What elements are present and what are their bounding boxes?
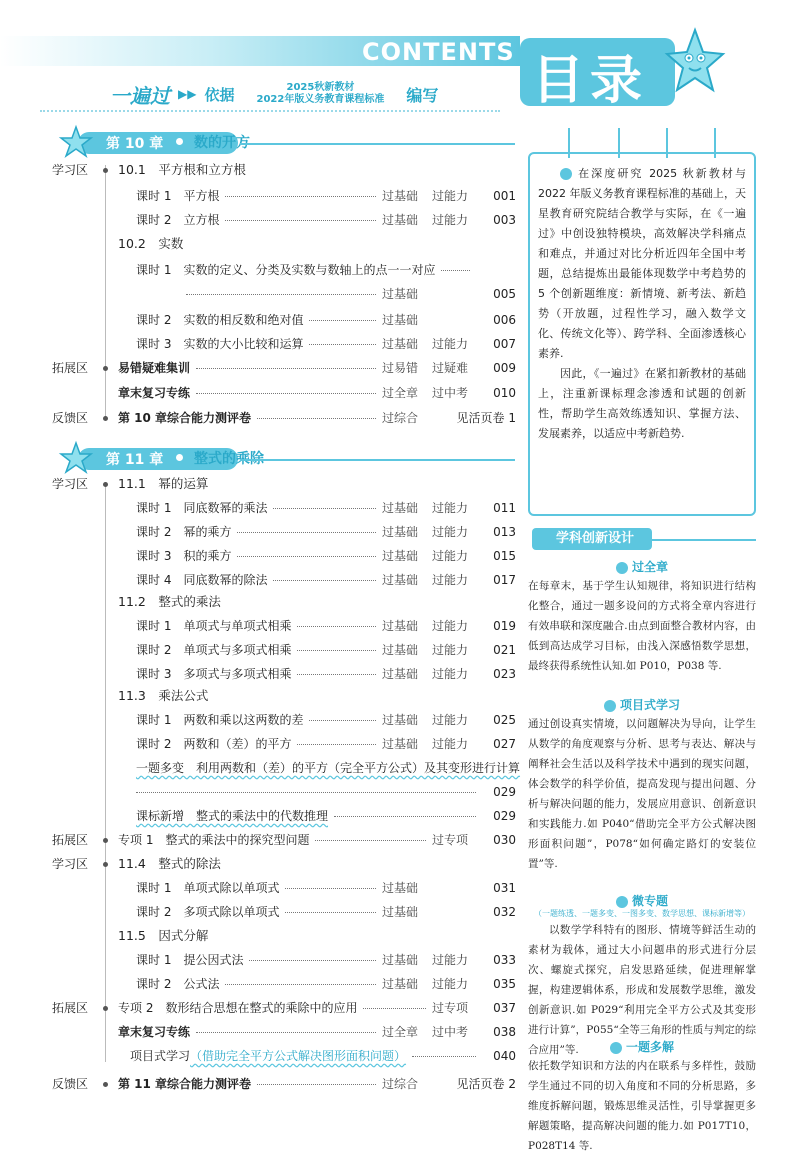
topic-entry[interactable] [118,830,516,850]
page-number: 006 [493,313,516,327]
lesson-label: 课标新增 整式的乘法中的代数推理 [136,809,329,823]
zone-bullet [103,862,108,867]
review-entry[interactable] [118,1022,516,1042]
feature-title [528,1038,756,1055]
lesson-entry[interactable] [136,570,516,590]
level-tag: 过基础 [382,549,419,563]
page-number: 007 [493,337,516,351]
level-tag: 过基础 [382,977,419,991]
level-tag: 过能力 [432,619,469,633]
page-number: 030 [493,833,516,847]
zone-label: 拓展区 [52,833,89,847]
page-number: 011 [493,501,516,515]
chapter-number: 第 10 章 [106,136,164,152]
dot-leader [257,418,376,419]
page-number: 023 [493,667,516,681]
level-tag: 过基础 [382,213,419,227]
lesson-entry[interactable] [118,408,516,428]
page-number: 038 [493,1025,516,1039]
star-badge-icon [616,562,628,574]
page-number: 033 [493,953,516,967]
zone-label: 学习区 [52,477,89,491]
dot-leader [237,556,376,557]
lesson-entry[interactable] [136,734,516,754]
feature-title [528,696,756,713]
dot-leader [297,744,376,745]
dot-leader [225,220,376,221]
chapter-10-header [60,130,515,156]
zone-bullet [103,168,108,173]
lesson-label: 课时 2 立方根 [136,213,220,227]
dot-leader [136,792,476,793]
lesson-entry[interactable] [136,522,516,542]
dot-leader [273,508,376,509]
page-number: 见活页卷 1 [456,411,516,425]
dot-leader [297,626,376,627]
level-tag: 过能力 [432,501,469,515]
dot-leader [309,344,376,345]
lesson-label: 第 10 章综合能力测评卷 [118,411,252,425]
page-number: 029 [493,785,516,799]
level-tag: 过基础 [382,287,419,301]
section-title: 11.4 整式的除法 [118,856,221,871]
intro-paragraph [538,164,746,364]
dot-leader [196,393,376,394]
page-number: 037 [493,1001,516,1015]
lesson-label: 课时 1 两数和乘以这两数的差 [136,713,304,727]
chapter-title: 整式的乘除 [194,451,264,467]
toc-row [0,160,520,180]
lesson-label: 课时 3 多项式与多项式相乘 [136,667,292,681]
dot-leader [237,532,376,533]
dot-leader [297,674,376,675]
level-tag: 过疑难 [432,361,469,375]
chapter-number: 第 11 章 [106,452,164,468]
lesson-entry[interactable] [136,640,516,660]
intro-paragraph: 因此，《一遍过》在紧扣新教材的基础上，注重新课标理念渗透和试题的创新性，帮助学生高效练透知识、掌握方法、发展素养，以适应中考新趋势. [538,367,746,440]
level-tag: 过能力 [432,643,469,657]
brand-name: 一遍过 [110,83,170,108]
lesson-label: 课时 3 实数的大小比较和运算 [136,337,304,351]
section-title: 11.2 整式的乘法 [118,594,221,609]
level-tag: 过基础 [382,713,419,727]
toc-row [0,854,520,874]
zone-bullet [103,482,108,487]
dot-leader [196,1032,376,1033]
lesson-label: 课时 1 实数的定义、分类及实数与数轴上的点一一对应 [136,263,436,277]
intro-box [528,152,756,516]
feature-text: 通过创设真实情境，以问题解决为导向，让学生从数学的角度观察与分析、思考与表达、解决与阐释社会生活以及科学技术中遇到的现实问题，体会数学的科学价值，提高发现与提出问题、分析与解决问题的能力，发展应用意识、创新意识和实践能力.如 P040“借助完全平方公式解决图形面积问题”，P078“如何确定路灯的安装位置”等. [528,718,756,870]
dot-leader [285,888,376,889]
page-number: 017 [493,573,516,587]
star-badge-icon [604,700,616,712]
dot-leader [441,270,470,271]
lesson-label: 课时 3 积的乘方 [136,549,232,563]
level-tag: 过中考 [432,1025,469,1039]
dot-leader [309,720,376,721]
feature-title-text: 项目式学习 [619,698,680,712]
lesson-label: 课时 1 单项式除以单项式 [136,881,280,895]
star-icon [60,126,92,158]
lesson-entry[interactable] [118,383,516,403]
lesson-entry[interactable] [136,210,516,230]
zone-label: 反馈区 [52,411,89,425]
section-title: 11.1 幂的运算 [118,476,209,491]
page-number: 015 [493,549,516,563]
section-title: 11.5 因式分解 [118,928,209,943]
level-tag: 过综合 [382,411,419,425]
page-number: 032 [493,905,516,919]
level-tag: 过基础 [382,905,419,919]
lesson-label: 一题多变 利用两数和（差）的平方（完全平方公式）及其变形进行计算 [136,761,521,775]
feature-title-text: 一题多解 [625,1040,674,1054]
page-number: 025 [493,713,516,727]
chapter-title: 数的开方 [194,135,250,151]
standard-line1: 2025秋新教材 [286,82,355,93]
dot-leader [257,1084,376,1085]
dot-leader [273,580,376,581]
level-tag: 过能力 [432,667,469,681]
page-number: 031 [493,881,516,895]
tag-rule [652,539,756,541]
section-title: 10.2 实数 [118,236,184,251]
dot-leader [363,1008,426,1009]
toc-timeline [105,482,106,1062]
zone-label: 学习区 [52,163,89,177]
feature-title [528,892,756,909]
page-number: 001 [493,189,516,203]
lesson-entry[interactable] [136,974,516,994]
feature-title-text: 微专题 [631,894,668,908]
lesson-entry-continued[interactable] [186,284,516,304]
level-tag: 过综合 [382,1077,419,1091]
level-tag: 过能力 [432,525,469,539]
level-tag: 过基础 [382,619,419,633]
level-tag: 过基础 [382,881,419,895]
level-tag: 过能力 [432,953,469,967]
section-title: 10.1 平方根和立方根 [118,162,246,177]
topic-entry[interactable] [118,998,516,1018]
project-entry[interactable] [130,1046,516,1066]
chapter-dot [176,138,183,145]
level-tag: 过能力 [432,737,469,751]
level-tag: 过基础 [382,737,419,751]
level-tag: 过专项 [432,1001,469,1015]
zone-bullet [103,1006,108,1011]
page-number: 013 [493,525,516,539]
page-number: 029 [493,809,516,823]
level-tag: 过易错 [382,361,419,375]
lesson-label: 专项 2 数形结合思想在整式的乘除中的应用 [118,1001,358,1015]
chapter-rule [240,459,515,461]
lesson-label: 章末复习专练 [118,386,191,400]
lesson-entry[interactable] [136,616,516,636]
contents-label: CONTENTS [362,38,515,66]
lesson-entry[interactable] [136,950,516,970]
lesson-label: 课时 1 平方根 [136,189,220,203]
lesson-label: 课时 2 两数和（差）的平方 [136,737,292,751]
page-number: 035 [493,977,516,991]
multi-variant-entry[interactable] [136,758,521,778]
page-number: 005 [493,287,516,301]
page-number: 003 [493,213,516,227]
dot-leader [225,196,376,197]
lesson-entry[interactable] [118,358,516,378]
dot-leader [315,840,426,841]
toc-timeline [105,165,106,420]
level-tag: 过中考 [432,386,469,400]
level-tag: 过能力 [432,549,469,563]
lesson-entry[interactable] [136,902,516,922]
zone-label: 学习区 [52,857,89,871]
dot-leader [334,816,476,817]
level-tag: 过专项 [432,833,469,847]
check-badge-icon [560,168,572,180]
zone-label: 反馈区 [52,1077,89,1091]
according-label: 依据 [204,85,235,104]
lesson-label: 课时 2 实数的相反数和绝对值 [136,313,304,327]
section-title: 11.3 乘法公式 [118,688,209,703]
level-tag: 过基础 [382,667,419,681]
level-tag: 过全章 [382,386,419,400]
zone-bullet [103,838,108,843]
standard-line2: 2022年版义务教育课程标准 [256,94,385,105]
level-tag: 过能力 [432,337,469,351]
zone-bullet [103,416,108,421]
level-tag: 过基础 [382,189,419,203]
lesson-label: 课时 4 同底数幂的除法 [136,573,268,587]
feature-subtitle: （一题练透、一题多变、一图多变、数学思想、课标新增等） [534,909,750,918]
star-badge-icon [616,896,628,908]
lesson-entry[interactable] [136,664,516,684]
lesson-entry[interactable] [136,498,516,518]
level-tag: 过全章 [382,1025,419,1039]
star-mascot-icon [665,28,725,98]
level-tag: 过能力 [432,977,469,991]
level-tag: 过基础 [382,953,419,967]
feature-text: 在每章末，基于学生认知规律，将知识进行结构化整合，通过一题多设问的方式将全章内容进行有效串联和深度融合.由点到面整合教材内容，由低到高达成学习目标，由浅入深感悟数学思想，最终获得系统性认知.如 P010，P038 等. [528,580,756,672]
lesson-label: 课时 1 提公因式法 [136,953,244,967]
lesson-entry[interactable] [136,546,516,566]
zone-bullet [103,1082,108,1087]
standard-label [256,82,384,106]
zone-label: 拓展区 [52,1001,89,1015]
lesson-label: 课时 2 多项式除以单项式 [136,905,280,919]
lesson-entry[interactable] [136,334,516,354]
subtitle-line [110,78,438,110]
lesson-label: 专项 1 整式的乘法中的探究型问题 [118,833,310,847]
zone-label: 拓展区 [52,361,89,375]
level-tag: 过能力 [432,213,469,227]
header-divider [40,110,500,112]
intro-text: 在深度研究 2025 秋新教材与 2022 年版义务教育课程标准的基础上，天星教育研究院结合教学与实际，在《一遍过》中创设独特模块，高效解决学科痛点和难点，并通过对比分析近四年全国中考题，总结提炼出最能体现数学中考趋势的 5 个创新题维度：新情境、新考法、新趋势（开放题，过程性学习，融入数学文化、传统文化等）、跨学科、全面渗透核心素养. [538,167,746,360]
project-prefix: 项目式学习 [130,1049,191,1063]
page-number: 021 [493,643,516,657]
level-tag: 过基础 [382,337,419,351]
level-tag: 过基础 [382,573,419,587]
level-tag: 过基础 [382,501,419,515]
chapter-dot [176,454,183,461]
lesson-label: 课时 2 单项式与多项式相乘 [136,643,292,657]
lesson-label: 课时 1 单项式与单项式相乘 [136,619,292,633]
zone-bullet [103,366,108,371]
dot-leader [285,912,376,913]
page-number: 010 [493,386,516,400]
double-arrow-icon: ▶▶ [178,87,197,101]
lesson-label: 易错疑难集训 [118,361,191,375]
feature-text: 依托数学知识和方法的内在联系与多样性，鼓励学生通过不同的切入角度和不同的分析思路，多维度拆解问题，锻炼思维灵活性，引导掌握更多解题策略，提高解决问题的能力.如 P017T10，P028T14 等. [528,1060,756,1152]
section-tag: 学科创新设计 [532,528,652,550]
dot-leader [225,984,376,985]
feature-text: 以数学学科特有的图形、情境等鲜活生动的素材为载体，通过大小问题串的形式进行分层次、螺旋式探究，启发思路延续，促进理解掌握，构建逻辑体系，形成和发展数学思维，激发创新意识.如 P029“利用完全平方公式及其变形进行计算”，P055“全等三角形的性质与判定的综合应用”等. [528,924,756,1056]
dot-leader [186,294,376,295]
project-title: （借助完全平方公式解决图形面积问题） [190,1049,407,1063]
lesson-label: 章末复习专练 [118,1025,191,1039]
page-number: 040 [493,1049,516,1063]
level-tag: 过基础 [382,525,419,539]
lesson-label: 第 11 章综合能力测评卷 [118,1077,252,1091]
level-tag: 过能力 [432,713,469,727]
toc-row [0,474,520,494]
dot-leader [249,960,376,961]
feature-title-text: 过全章 [631,560,668,574]
new-standard-entry[interactable] [136,806,516,826]
chapter-rule [240,143,515,145]
lesson-entry[interactable] [118,1074,516,1094]
feature-title [528,558,756,575]
level-tag: 过能力 [432,573,469,587]
star-badge-icon [610,1042,622,1054]
level-tag: 过能力 [432,189,469,203]
dot-leader [309,320,376,321]
level-tag: 过基础 [382,643,419,657]
lesson-label: 课时 1 同底数幂的乘法 [136,501,268,515]
compiled-label: 编写 [406,85,439,105]
page-title: 目录 [532,51,649,111]
star-icon [60,442,92,474]
lesson-entry[interactable] [136,710,516,730]
lesson-entry[interactable] [136,878,516,898]
lesson-entry[interactable] [136,310,516,330]
page-header [0,0,800,130]
page-number: 009 [493,361,516,375]
dot-leader [412,1056,476,1057]
level-tag: 过基础 [382,313,419,327]
dot-leader [297,650,376,651]
chapter-11-header [60,446,515,472]
page-number: 027 [493,737,516,751]
page-number: 019 [493,619,516,633]
lesson-label: 课时 2 幂的乘方 [136,525,232,539]
lesson-label: 课时 2 公式法 [136,977,220,991]
dot-leader [196,368,376,369]
page-number: 见活页卷 2 [456,1077,516,1091]
lesson-entry[interactable] [136,260,476,280]
innovation-panel [528,128,756,1152]
multi-variant-entry-continued[interactable] [136,782,516,802]
lesson-entry[interactable] [136,186,516,206]
